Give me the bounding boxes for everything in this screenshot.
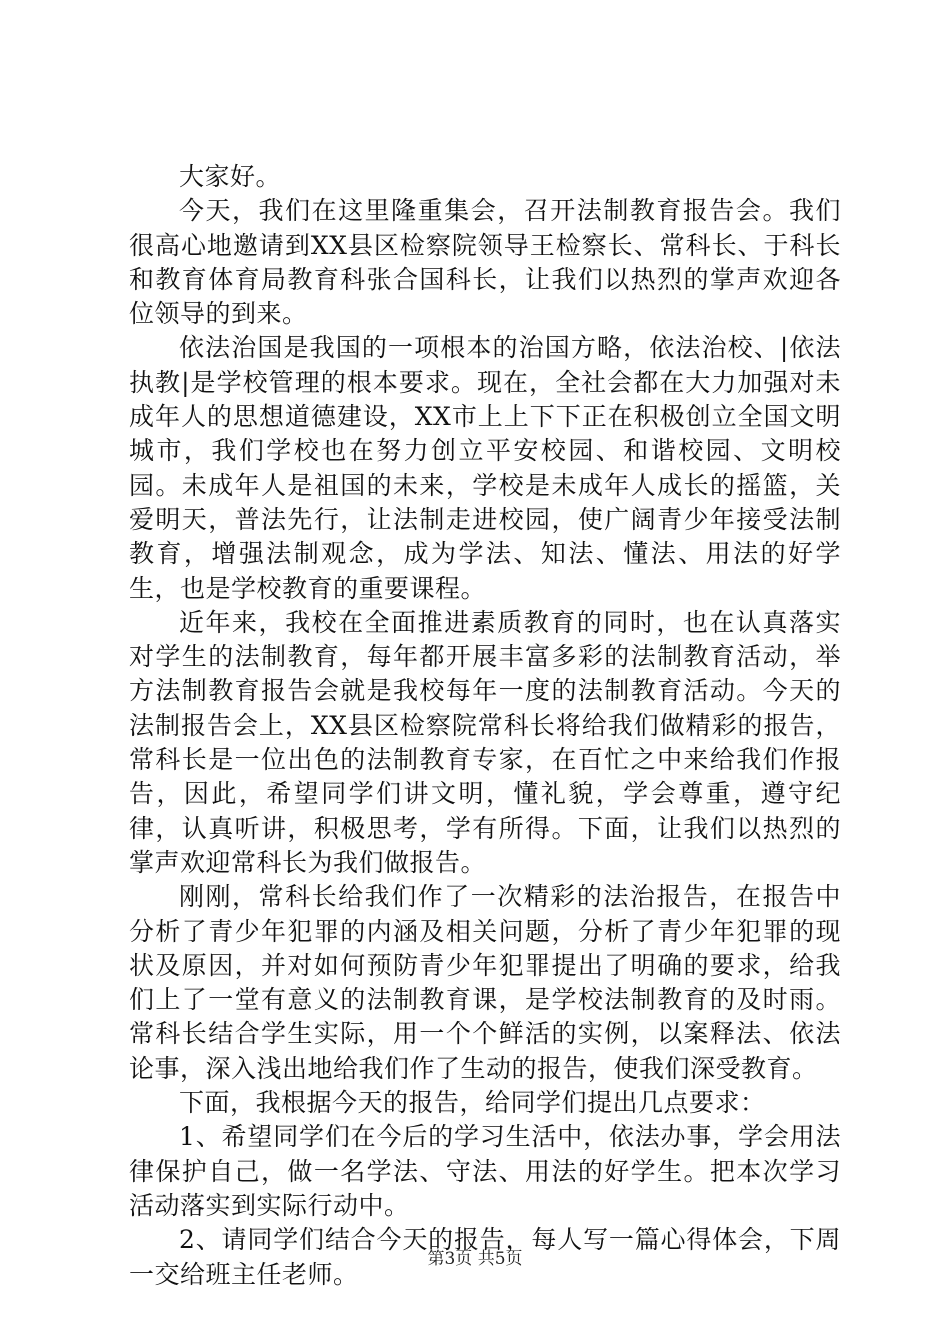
paragraph-requirement-2: 2、请同学们结合今天的报告，每人写一篇心得体会，下周一交给班主任老师。 <box>129 1225 841 1289</box>
paragraph-greeting: 大家好。 <box>179 162 282 191</box>
paragraph-requirement-1: 1、希望同学们在今后的学习生活中，依法办事，学会用法律保护自己，做一名学法、守法、用法的好学生。把本次学习活动落实到实际行动中。 <box>129 1122 841 1220</box>
paragraph-rule-of-law: 依法治国是我国的一项根本的治国方略，依法治校、|依法执教|是学校管理的根本要求。现在，全社会都在大力加强对未成年人的思想道德建设，XX市上上下下正在积极创立全国文明城市，我们学校也在努力创立平安校园、和谐校园、文明校园。未成年人是祖国的未来，学校是未成年人成长的摇篮，关爱明天，普法先行，让法制走进校园，使广阔青少年接受法制教育，增强法制观念，成为学法、知法、懂法、用法的好学生，也是学校教育的重要课程。 <box>129 333 841 603</box>
page-number-footer: 第3页 共5页 <box>427 1249 523 1269</box>
paragraph-introduction: 今天，我们在这里隆重集会，召开法制教育报告会。我们很高心地邀请到XX县区检察院领导王检察长、常科长、于科长和教育体育局教育科张合国科长，让我们以热烈的掌声欢迎各位领导的到来。 <box>129 196 841 329</box>
paragraph-recent-years: 近年来，我校在全面推进素质教育的同时，也在认真落实对学生的法制教育，每年都开展丰富多彩的法制教育活动，举方法制教育报告会就是我校每年一度的法制教育活动。今天的法制报告会上，XX县区检察院常科长将给我们做精彩的报告，常科长是一位出色的法制教育专家，在百忙之中来给我们作报告，因此，希望同学们讲文明，懂礼貌，学会尊重，遵守纪律，认真听讲，积极思考，学有所得。下面，让我们以热烈的掌声欢迎常科长为我们做报告。 <box>129 607 841 877</box>
document-body <box>129 160 841 1292</box>
paragraph-requirements-intro: 下面，我根据今天的报告，给同学们提出几点要求： <box>179 1088 766 1118</box>
paragraph-report-summary: 刚刚，常科长给我们作了一次精彩的法治报告，在报告中分析了青少年犯罪的内涵及相关问题，分析了青少年犯罪的现状及原因，并对如何预防青少年犯罪提出了明确的要求，给我们上了一堂有意义的法制教育课，是学校法制教育的及时雨。常科长结合学生实际，用一个个鲜活的实例，以案释法、依法论事，深入浅出地给我们作了生动的报告，使我们深受教育。 <box>129 882 841 1083</box>
